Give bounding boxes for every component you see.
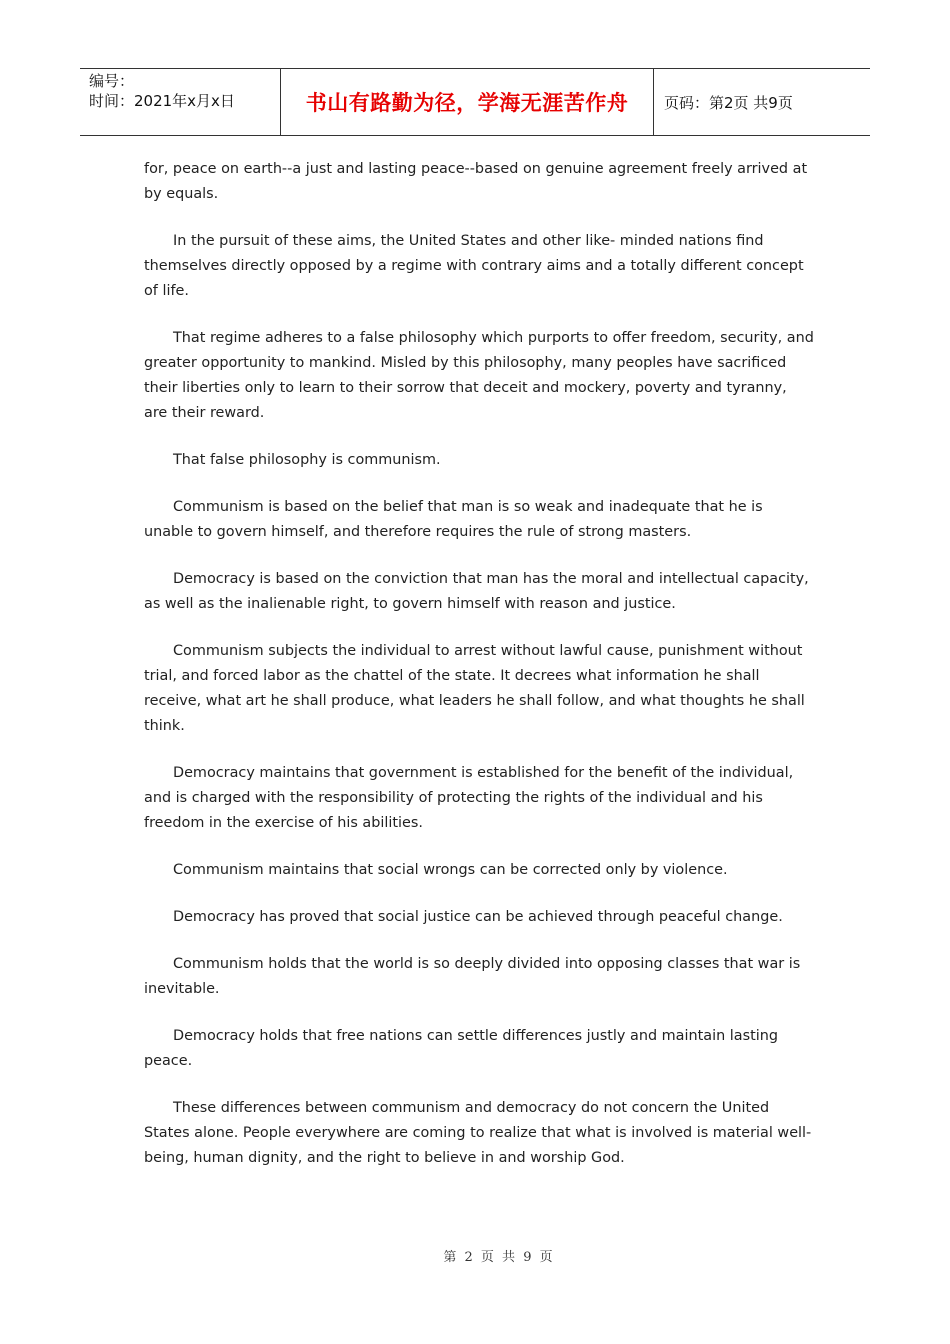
- paragraph: Democracy holds that free nations can settle differences justly and maintain lasting peace.: [144, 1028, 778, 1069]
- header-meta: [80, 69, 281, 135]
- paragraph: Communism is based on the belief that man is so weak and inadequate that he is unable to govern himself, and therefore requires the rule of strong masters.: [144, 499, 763, 540]
- header-page-info: 页码：第2页 共9页: [664, 93, 793, 112]
- serial-label: 编号：: [89, 72, 135, 90]
- paragraph: These differences between communism and democracy do not concern the United States alone. People everywhere are coming to realize that what is involved is material well-being, human dignity, and the right to believe in and worship God.: [144, 1100, 812, 1166]
- paragraph: Communism maintains that social wrongs can be corrected only by violence.: [173, 862, 728, 878]
- paragraph: That regime adheres to a false philosophy which purports to offer freedom, security, and greater opportunity to mankind. Misled by this philosophy, many peoples have sacrificed their liberties only to learn to their sorrow that deceit and mockery, poverty and tyranny, are their reward.: [144, 330, 814, 421]
- paragraph: That false philosophy is communism.: [173, 452, 441, 468]
- page-header: [80, 68, 870, 136]
- paragraph: Democracy has proved that social justice can be achieved through peaceful change.: [173, 909, 783, 925]
- paragraph: Communism subjects the individual to arrest without lawful cause, punishment without trial, and forced labor as the chattel of the state. It decrees what information he shall receive, what art he shall produce, what leaders he shall follow, and what thoughts he shall think.: [144, 643, 805, 734]
- paragraph: Democracy is based on the conviction that man has the moral and intellectual capacity, as well as the inalienable right, to govern himself with reason and justice.: [144, 571, 809, 612]
- page-footer: 第 2 页 共 9 页: [443, 1250, 555, 1265]
- paragraph: In the pursuit of these aims, the United States and other like- minded nations find themselves directly opposed by a regime with contrary aims and a totally different concept of life.: [144, 233, 804, 299]
- date-text: 时间：2021年x月x日: [89, 92, 235, 110]
- paragraph: Democracy maintains that government is established for the benefit of the individual, and is charged with the responsibility of protecting the rights of the individual and his freedom in the exercise of his abilities.: [144, 765, 794, 831]
- paragraph: Communism holds that the world is so deeply divided into opposing classes that war is inevitable.: [144, 956, 801, 997]
- document-body: [144, 157, 814, 1193]
- paragraph: for, peace on earth--a just and lasting peace--based on genuine agreement freely arrived at by equals.: [144, 161, 808, 202]
- header-motto: 书山有路勤为径，学海无涯苦作舟: [281, 69, 654, 135]
